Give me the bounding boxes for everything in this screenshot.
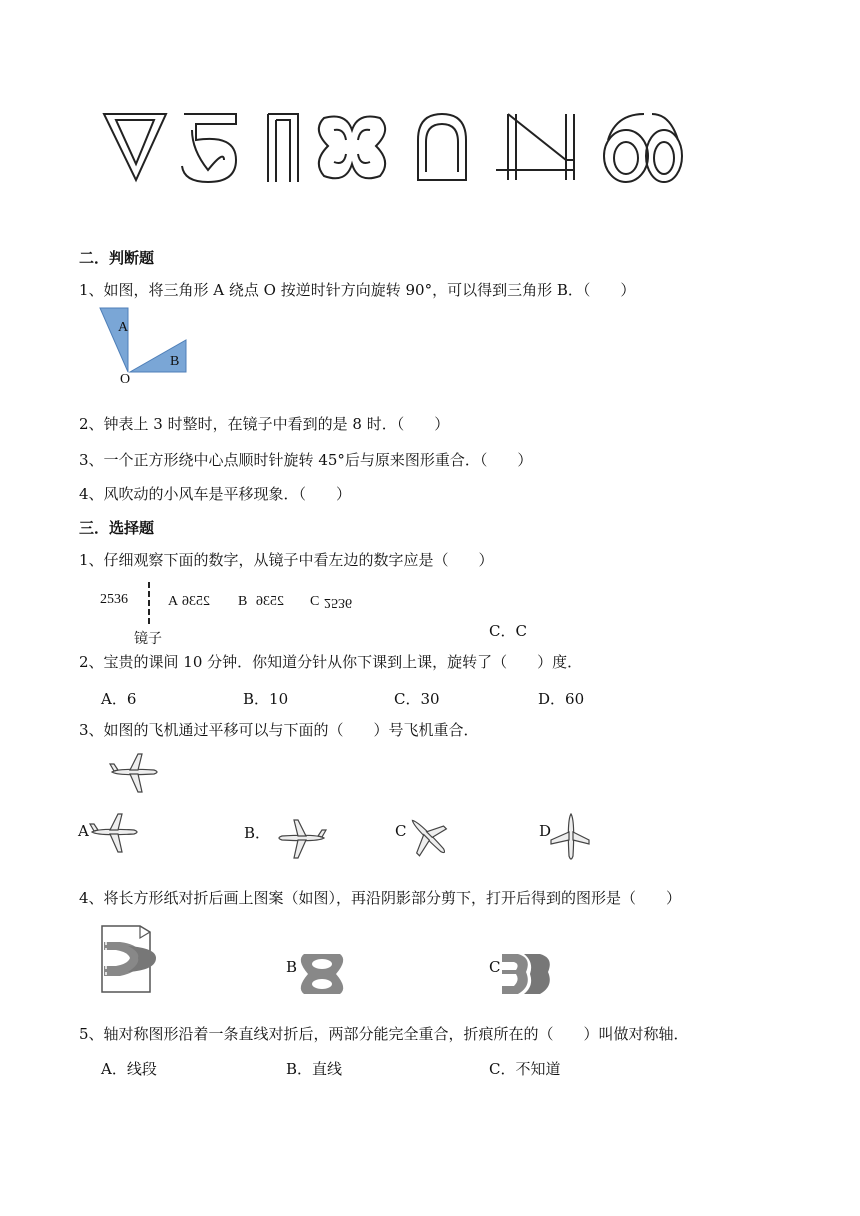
- airplane-a-icon: [88, 812, 140, 854]
- folded-paper-figure: [100, 922, 162, 994]
- option-b-label: B: [238, 594, 248, 609]
- choice-q2-option-d: D．60: [538, 690, 585, 708]
- choice-question-5: 5、轴对称图形沿着一条直线对折后，两部分能完全重合，折痕所在的（ ）叫做对称轴．: [79, 1025, 689, 1043]
- judge-question-1: 1、如图，将三角形 A 绕点 O 按逆时针方向旋转 90°，可以得到三角形 B．（ ）: [79, 281, 636, 299]
- judge-question-2: 2、钟表上 3 时整时，在镜子中看到的是 8 时．（ ）: [79, 415, 450, 433]
- choice-q5-option-c: C．不知道: [489, 1060, 561, 1078]
- judge-question-3: 3、一个正方形绕中心点顺时针旋转 45°后与原来图形重合．（ ）: [79, 451, 533, 469]
- symmetric-digits-figure: [96, 100, 684, 188]
- reference-airplane-icon: [108, 752, 162, 794]
- airplane-b-icon: [272, 818, 328, 862]
- cut-shape-b-icon: [296, 950, 348, 998]
- rotation-triangle-figure: [96, 306, 192, 388]
- choice-question-3: 3、如图的飞机通过平移可以与下面的（ ）号飞机重合．: [79, 721, 479, 739]
- point-label-o: O: [120, 372, 131, 387]
- choice-q3-option-d: D: [539, 822, 552, 840]
- cut-shape-c-icon: [500, 950, 552, 998]
- choice-q3-option-b: B．: [244, 824, 271, 842]
- mirror-line: [148, 582, 150, 624]
- judge-question-4: 4、风吹动的小风车是平移现象．（ ）: [79, 485, 352, 503]
- section-title-choice: 三．选择题: [79, 519, 155, 537]
- choice-q5-option-a: A．线段: [101, 1060, 157, 1078]
- choice-q3-option-c: C: [395, 822, 407, 840]
- airplane-d-icon: [548, 810, 594, 864]
- section-title-judge: 二．判断题: [79, 249, 155, 267]
- choice-question-4: 4、将长方形纸对折后画上图案（如图），再沿阴影部分剪下，打开后得到的图形是（ ）: [79, 889, 682, 907]
- choice-q4-option-c: C: [489, 958, 501, 976]
- choice-question-1: 1、仔细观察下面的数字，从镜子中看左边的数字应是（ ）: [79, 551, 494, 569]
- triangle-label-a: A: [118, 320, 129, 335]
- choice-q2-option-c: C．30: [394, 690, 440, 708]
- choice-q1-answer-c: C．C: [489, 622, 527, 640]
- choice-q4-option-b: B: [286, 958, 298, 976]
- original-number: 2536: [100, 592, 128, 607]
- mirror-number-figure: [100, 580, 380, 648]
- option-a-label: A: [168, 594, 179, 609]
- choice-q3-option-a: A: [78, 822, 89, 840]
- option-c-label: C: [310, 594, 320, 609]
- choice-q2-option-a: A．6: [101, 690, 137, 708]
- mirror-label: 镜子: [134, 631, 162, 647]
- triangle-label-b: B: [170, 354, 180, 369]
- airplane-c-icon: [402, 812, 454, 860]
- choice-q5-option-b: B．直线: [286, 1060, 343, 1078]
- option-b-number: 2536: [256, 594, 284, 609]
- choice-q2-option-b: B．10: [243, 690, 289, 708]
- choice-question-2: 2、宝贵的课间 10 分钟．你知道分针从你下课到上课，旋转了（ ）度．: [79, 653, 583, 671]
- option-a-number: 2536: [182, 594, 210, 609]
- option-c-number: 2536: [324, 595, 352, 610]
